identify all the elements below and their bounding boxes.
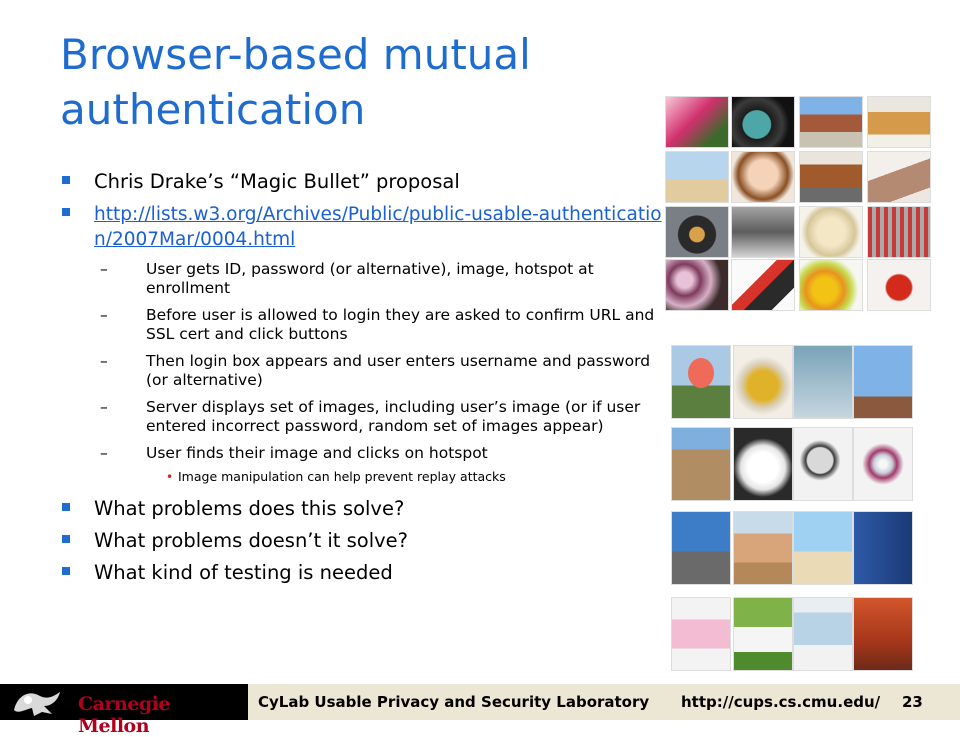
lily-photo[interactable] (666, 97, 728, 147)
building-photo[interactable] (800, 97, 862, 147)
footer-url[interactable]: http://cups.cs.cmu.edu/ (681, 693, 881, 711)
beach-photo[interactable] (794, 512, 852, 584)
bullet-text: What kind of testing is needed (94, 561, 393, 584)
dash-bullet-icon: – (100, 444, 108, 462)
shoe-photo[interactable] (868, 152, 930, 202)
dash-bullet-icon: – (100, 306, 108, 324)
sub-bullet-text: Server displays set of images, including user’s image (or if user entered incorrect password, random set of images appear) (146, 398, 641, 435)
slide-title: Browser-based mutual authentication (60, 30, 531, 134)
cmu-logo (8, 686, 238, 737)
chair-photo[interactable] (854, 598, 912, 670)
sub-bullet-text: User finds their image and clicks on hotspot (146, 444, 488, 462)
cyclist-photo[interactable] (672, 512, 730, 584)
teapot-photo[interactable] (734, 428, 792, 500)
envelope-photo[interactable] (672, 598, 730, 670)
dash-bullet-icon: – (100, 352, 108, 370)
lab-name: CyLab Usable Privacy and Security Laboratory (258, 693, 650, 711)
dash-bullet-icon: – (100, 398, 108, 416)
magnifier-photo[interactable] (794, 428, 852, 500)
shopping-carts-photo[interactable] (868, 207, 930, 257)
sub-bullet-text: User gets ID, password (or alternative), image, hotspot at enrollment (146, 260, 594, 297)
computer-photo[interactable] (794, 598, 852, 670)
machine-photo[interactable] (732, 207, 794, 257)
cmu-mascot-icon (8, 686, 68, 718)
tomato-photo[interactable] (868, 260, 930, 310)
doll-photo[interactable] (732, 152, 794, 202)
globe-photo[interactable] (794, 346, 852, 418)
dash-bullet-icon: – (100, 260, 108, 278)
proposal-link[interactable]: http://lists.w3.org/Archives/Public/public-usable-authentication/2007Mar/0004.html (94, 204, 662, 250)
page-number: 23 (902, 693, 923, 711)
payphone-photo[interactable] (854, 512, 912, 584)
boy-photo[interactable] (734, 512, 792, 584)
teddy-bear-photo[interactable] (854, 346, 912, 418)
footer-panel (248, 684, 960, 720)
fruit-photo[interactable] (800, 260, 862, 310)
bullet-text: Chris Drake’s “Magic Bullet” proposal (94, 170, 460, 193)
fire-hydrant-photo[interactable] (734, 346, 792, 418)
subsub-bullet-text: Image manipulation can help prevent replay attacks (178, 469, 506, 484)
motocross-photo[interactable] (666, 152, 728, 202)
puppy-photo[interactable] (800, 207, 862, 257)
sub-bullet-text: Then login box appears and user enters username and password (or alternative) (146, 352, 651, 389)
bullet-text: What problems does this solve? (94, 497, 405, 520)
footer-bar (0, 684, 960, 737)
flamingo-photo[interactable] (672, 346, 730, 418)
sub-bullet-text: Before user is allowed to login they are asked to confirm URL and SSL cert and click buttons (146, 306, 655, 343)
wheel-photo[interactable] (666, 207, 728, 257)
paintbrush-photo[interactable] (732, 260, 794, 310)
bullet-text: What problems doesn’t it solve? (94, 529, 408, 552)
cupcakes-photo[interactable] (666, 260, 728, 310)
rock-arch-photo[interactable] (868, 97, 930, 147)
vintage-car-photo[interactable] (800, 152, 862, 202)
duck-photo[interactable] (734, 598, 792, 670)
cd-photo[interactable] (854, 428, 912, 500)
flamingo-shape (688, 358, 714, 388)
colosseum-photo[interactable] (672, 428, 730, 500)
steering-wheel-photo[interactable] (732, 97, 794, 147)
cmu-logo-text: Carnegie Mellon (78, 693, 170, 737)
dot-bullet-icon: • (166, 470, 174, 484)
